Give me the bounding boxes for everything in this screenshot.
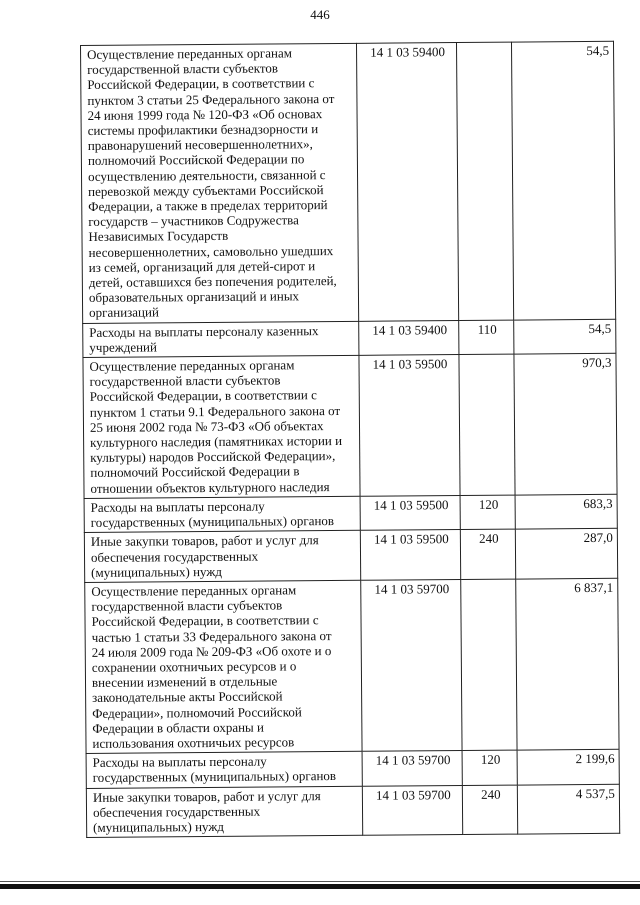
expense-name-line: Федерации», полномочий Российской (92, 703, 302, 721)
expense-name-line: обеспечения государственных (90, 548, 259, 565)
target-code-cell: 14 1 03 59700 (361, 579, 462, 751)
expense-name-line: осуществлению деятельности, связанной с (87, 166, 326, 184)
amount-cell: 6 837,1 (516, 578, 619, 750)
expense-name-line: частью 1 статьи 33 Федерального закона от (91, 627, 332, 645)
expense-name-line: 24 июля 2009 года № 209-ФЗ «Об охоте и о (91, 642, 332, 660)
budget-table (80, 41, 620, 838)
expense-name-line: правонарушений несовершеннолетних», (87, 136, 313, 154)
expense-name-line: законодательные акты Российской (92, 688, 283, 706)
expense-name-line: Расходы на выплаты персоналу (90, 498, 265, 515)
expense-name-line: из семей, организаций для детей-сирот и (88, 258, 316, 275)
table-row (84, 529, 617, 583)
table-row (86, 784, 619, 838)
target-code-cell: 14 1 03 59400 (356, 43, 458, 321)
expense-name-line: образовательных организаций и иных (88, 288, 300, 306)
table-row (83, 319, 616, 358)
expense-name-line: государственной власти субъектов (89, 372, 281, 390)
expense-name-line: использования охотничьих ресурсов (92, 734, 295, 751)
target-code-cell: 14 1 03 59700 (362, 785, 462, 835)
expense-type-cell (456, 42, 513, 320)
expense-name-line: сохранении охотничьих ресурсов и о (91, 658, 297, 675)
expense-name-cell (86, 786, 362, 838)
expense-type-cell (461, 579, 517, 751)
expense-name-line: (муниципальных) нужд (91, 563, 222, 580)
target-code-cell: 14 1 03 59500 (360, 495, 460, 530)
amount-cell: 2 199,6 (517, 749, 619, 784)
expense-type-cell: 110 (459, 320, 514, 355)
expense-name-line: государственных (муниципальных) органов (92, 768, 337, 786)
expense-name-line: Осуществление переданных органам (91, 582, 297, 599)
expense-name-line: Осуществление переданных органам (87, 45, 293, 62)
scan-bottom-border (0, 884, 640, 889)
expense-name-line: Федерации, а также в пределах территорий (88, 197, 328, 214)
table-row (83, 353, 617, 498)
expense-name-line: Осуществление переданных органам (89, 357, 295, 374)
expense-type-cell: 120 (460, 495, 515, 530)
expense-name-line: несовершеннолетних, самовольно ушедших (88, 242, 334, 260)
expense-name-cell (86, 751, 362, 788)
expense-name-line: Российской Федерации, в соответствии с (89, 387, 317, 405)
expense-name-line: 25 июня 2002 года № 73-ФЗ «Об объектах (89, 417, 324, 435)
expense-name-cell (83, 321, 359, 358)
target-code-cell: 14 1 03 59700 (362, 751, 462, 786)
expense-name-line: государств – участников Содружества (88, 212, 299, 230)
expense-name-cell (84, 531, 360, 583)
expense-name-line: внесении изменений в отдельные (91, 673, 278, 691)
expense-name-line: Российской Федерации, в соответствии с (87, 75, 315, 93)
scan-edge-line (0, 881, 640, 882)
expense-name-line: Независимых Государств (88, 228, 229, 245)
expense-name-line: детей, оставшихся без попечения родителей, (88, 273, 337, 290)
expense-name-line: Расходы на выплаты персоналу (92, 753, 267, 771)
expense-name-line: культуры) народов Российской Федерации», (90, 448, 336, 466)
expense-name-line: Иные закупки товаров, работ и услуг для (92, 787, 321, 805)
expense-name-cell (85, 580, 362, 753)
expense-name-line: Расходы на выплаты персоналу казенных (89, 322, 319, 340)
expense-name-line: 24 июня 1999 года № 120-ФЗ «Об основах (87, 105, 323, 123)
expense-name-line: системы профилактики безнадзорности и (87, 121, 319, 138)
expense-name-line: полномочий Российской Федерации в (90, 463, 300, 481)
expense-name-line: Федерации в области охраны и (92, 719, 265, 736)
page-number: 446 (310, 7, 330, 22)
expense-name-line: Российской Федерации, в соответствии с (91, 612, 319, 630)
expense-name-line: пунктом 3 статьи 25 Федерального закона от (87, 90, 335, 108)
expense-name-line: полномочий Российской Федерации по (87, 151, 305, 169)
table-row (81, 41, 616, 323)
expense-name-cell (84, 496, 360, 533)
target-code-cell: 14 1 03 59400 (359, 320, 459, 355)
expense-name-line: Иные закупки товаров, работ и услуг для (90, 532, 319, 550)
amount-cell: 683,3 (515, 494, 617, 529)
expense-name-line: отношении объектов культурного наследия (90, 478, 330, 496)
expense-type-cell: 240 (462, 785, 517, 835)
amount-cell: 287,0 (515, 529, 617, 579)
expense-name-line: организаций (89, 304, 159, 321)
expense-name-cell (81, 43, 359, 323)
expense-name-line: культурного наследия (памятниках истории и (90, 433, 343, 451)
target-code-cell: 14 1 03 59500 (360, 530, 460, 580)
expense-name-line: обеспечения государственных (92, 803, 261, 820)
expense-name-line: пунктом 1 статьи 9.1 Федерального закона от (89, 402, 341, 420)
amount-cell: 54,5 (511, 41, 615, 319)
table-body (81, 41, 620, 837)
expense-name-line: государственных (муниципальных) органов (90, 513, 335, 531)
amount-cell: 54,5 (514, 319, 616, 354)
table-row (85, 578, 619, 753)
amount-cell: 4 537,5 (517, 784, 619, 834)
expense-type-cell (459, 354, 515, 495)
expense-name-line: перевозкой между субъектами Российской (88, 181, 324, 199)
expense-name-cell (83, 355, 360, 498)
expense-name-line: (муниципальных) нужд (93, 818, 224, 835)
expense-type-cell: 240 (460, 529, 515, 579)
expense-type-cell: 120 (462, 750, 517, 785)
table-row (86, 749, 619, 788)
expense-name-line: государственной власти субъектов (87, 60, 279, 78)
expense-name-line: учреждений (89, 339, 157, 355)
table-row (84, 494, 617, 533)
target-code-cell: 14 1 03 59500 (359, 355, 460, 497)
amount-cell: 970,3 (514, 353, 617, 495)
expense-name-line: государственной власти субъектов (91, 597, 283, 615)
